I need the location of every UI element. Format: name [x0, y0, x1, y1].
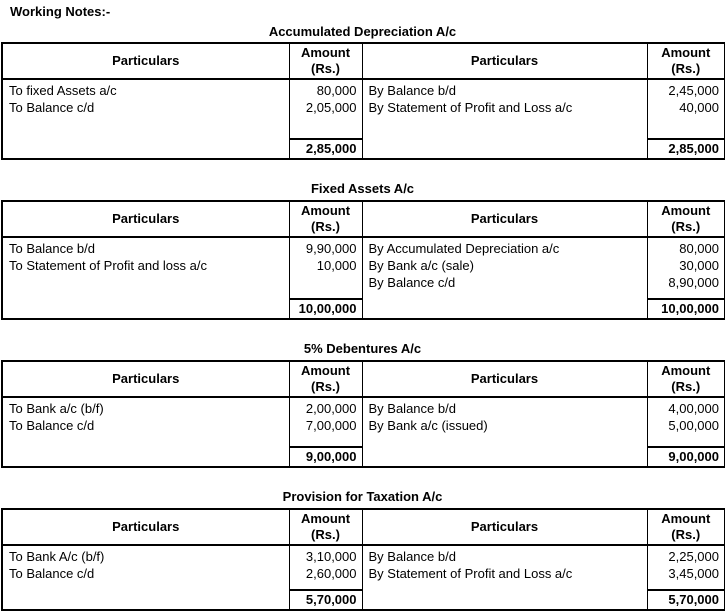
spacer-row [2, 291, 725, 299]
credit-amount: 3,45,000 [647, 565, 725, 582]
credit-particulars: By Statement of Profit and Loss a/c [362, 565, 647, 582]
spacer-row [2, 582, 725, 590]
account-title-debentures: 5% Debentures A/c [303, 341, 422, 356]
account-title-provision-taxation: Provision for Taxation A/c [282, 489, 443, 504]
credit-particulars: By Bank a/c (sale) [362, 257, 647, 274]
credit-total: 2,85,000 [647, 139, 725, 159]
total-row [2, 590, 725, 610]
amount-label: Amount [300, 363, 351, 378]
empty-cell [362, 590, 647, 610]
table-row [2, 274, 725, 291]
debit-amount: 2,00,000 [289, 397, 362, 417]
rs-label: (Rs.) [311, 527, 340, 542]
header-row [2, 201, 725, 237]
credit-amount: 8,90,000 [647, 274, 725, 291]
rs-label: (Rs.) [311, 61, 340, 76]
debit-amount: 3,10,000 [289, 545, 362, 565]
rs-label: (Rs.) [671, 379, 701, 394]
debit-amount-header [289, 509, 362, 545]
debit-amount: 2,05,000 [289, 99, 362, 116]
amount-label: Amount [300, 203, 351, 218]
credit-amount-header [647, 361, 725, 397]
amount-label: Amount [300, 511, 351, 526]
table-row [2, 79, 725, 99]
credit-total: 5,70,000 [647, 590, 725, 610]
credit-total: 10,00,000 [647, 299, 725, 319]
table-row [2, 397, 725, 417]
header-row [2, 361, 725, 397]
rs-label: (Rs.) [671, 527, 701, 542]
credit-particulars-header: Particulars [362, 43, 647, 79]
total-row [2, 299, 725, 319]
provision-taxation-table [1, 508, 725, 611]
debit-particulars: To Statement of Profit and loss a/c [2, 257, 289, 274]
account-title-accumulated-depreciation: Accumulated Depreciation A/c [268, 24, 457, 39]
credit-amount: 5,00,000 [647, 417, 725, 434]
credit-amount: 2,45,000 [647, 79, 725, 99]
credit-amount: 2,25,000 [647, 545, 725, 565]
table-row [2, 545, 725, 565]
debit-particulars: To Balance b/d [2, 237, 289, 257]
credit-amount-header [647, 201, 725, 237]
debit-particulars [2, 274, 289, 291]
debit-particulars-header: Particulars [2, 201, 289, 237]
accumulated-depreciation-table [1, 42, 725, 160]
credit-particulars-header: Particulars [362, 201, 647, 237]
empty-cell [362, 299, 647, 319]
debit-amount: 9,90,000 [289, 237, 362, 257]
table-row [2, 99, 725, 116]
debit-amount: 7,00,000 [289, 417, 362, 434]
debit-amount [289, 274, 362, 291]
account-title-fixed-assets: Fixed Assets A/c [310, 181, 415, 196]
credit-particulars: By Accumulated Depreciation a/c [362, 237, 647, 257]
credit-amount: 4,00,000 [647, 397, 725, 417]
debit-particulars: To Balance c/d [2, 565, 289, 582]
credit-amount: 80,000 [647, 237, 725, 257]
credit-amount-header [647, 509, 725, 545]
debit-particulars-header: Particulars [2, 509, 289, 545]
empty-cell [2, 447, 289, 467]
debit-particulars: To Bank A/c (b/f) [2, 545, 289, 565]
credit-particulars: By Balance c/d [362, 274, 647, 291]
amount-label: Amount [661, 511, 711, 526]
fixed-assets-table [1, 200, 725, 320]
debit-total: 10,00,000 [289, 299, 362, 319]
page-title: Working Notes:- [10, 4, 111, 19]
credit-particulars-header: Particulars [362, 509, 647, 545]
debit-total: 2,85,000 [289, 139, 362, 159]
debit-amount-header [289, 43, 362, 79]
credit-amount: 30,000 [647, 257, 725, 274]
debit-amount-header [289, 201, 362, 237]
credit-particulars: By Balance b/d [362, 397, 647, 417]
debit-particulars: To Balance c/d [2, 417, 289, 434]
empty-cell [362, 139, 647, 159]
credit-total: 9,00,000 [647, 447, 725, 467]
header-row [2, 43, 725, 79]
rs-label: (Rs.) [671, 61, 701, 76]
credit-particulars: By Balance b/d [362, 545, 647, 565]
table-row [2, 417, 725, 434]
amount-label: Amount [300, 45, 351, 60]
debit-amount: 2,60,000 [289, 565, 362, 582]
debit-total: 5,70,000 [289, 590, 362, 610]
rs-label: (Rs.) [311, 379, 340, 394]
spacer-row [2, 434, 725, 447]
empty-cell [2, 590, 289, 610]
total-row [2, 139, 725, 159]
table-row [2, 237, 725, 257]
empty-cell [2, 299, 289, 319]
spacer-row [2, 116, 725, 139]
credit-particulars: By Balance b/d [362, 79, 647, 99]
header-row [2, 509, 725, 545]
amount-label: Amount [661, 45, 711, 60]
debit-amount: 80,000 [289, 79, 362, 99]
debit-total: 9,00,000 [289, 447, 362, 467]
credit-particulars-header: Particulars [362, 361, 647, 397]
rs-label: (Rs.) [671, 219, 701, 234]
debit-particulars: To fixed Assets a/c [2, 79, 289, 99]
credit-particulars: By Statement of Profit and Loss a/c [362, 99, 647, 116]
debit-amount-header [289, 361, 362, 397]
credit-particulars: By Bank a/c (issued) [362, 417, 647, 434]
rs-label: (Rs.) [311, 219, 340, 234]
total-row [2, 447, 725, 467]
table-row [2, 257, 725, 274]
debit-particulars-header: Particulars [2, 361, 289, 397]
amount-label: Amount [661, 203, 711, 218]
empty-cell [2, 139, 289, 159]
amount-label: Amount [661, 363, 711, 378]
debit-particulars: To Bank a/c (b/f) [2, 397, 289, 417]
empty-cell [362, 447, 647, 467]
debit-amount: 10,000 [289, 257, 362, 274]
debentures-table [1, 360, 725, 468]
table-row [2, 565, 725, 582]
debit-particulars: To Balance c/d [2, 99, 289, 116]
debit-particulars-header: Particulars [2, 43, 289, 79]
credit-amount: 40,000 [647, 99, 725, 116]
credit-amount-header [647, 43, 725, 79]
